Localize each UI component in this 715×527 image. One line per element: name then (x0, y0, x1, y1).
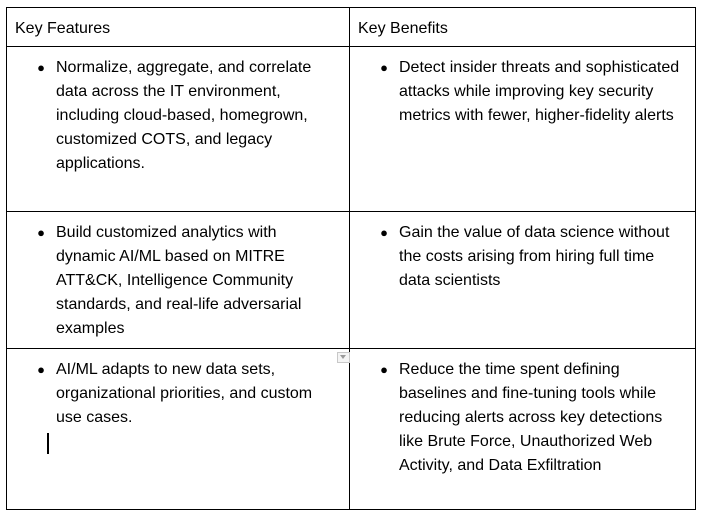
bullet-icon: ● (380, 225, 388, 240)
feature-cell[interactable] (7, 212, 350, 349)
features-benefits-table (6, 7, 696, 510)
feature-bullet-item (34, 221, 339, 341)
header-key-features[interactable]: Key Features (7, 8, 350, 47)
text-cursor (47, 433, 49, 454)
bullet-icon: ● (380, 60, 388, 75)
bullet-icon: ● (37, 60, 45, 75)
feature-text: AI/ML adapts to new data sets, organizational priorities, and custom use cases. (56, 361, 313, 426)
benefit-cell[interactable] (350, 212, 696, 349)
table-row (7, 47, 696, 212)
header-key-benefits[interactable]: Key Benefits (350, 8, 696, 47)
benefit-bullet-item (377, 221, 685, 293)
benefit-cell[interactable] (350, 349, 696, 510)
cell-dropdown-icon[interactable] (337, 352, 350, 363)
table-row (7, 349, 696, 510)
bullet-icon: ● (37, 225, 45, 240)
feature-text: Build customized analytics with dynamic AI/ML based on MITRE ATT&CK, Intelligence Community standards, and real-life adversarial examples (56, 224, 302, 337)
benefit-text: Detect insider threats and sophisticated attacks while improving key security metrics with fewer, higher-fidelity alerts (399, 59, 680, 124)
benefit-bullet-item (377, 358, 685, 478)
benefit-cell[interactable] (350, 47, 696, 212)
feature-text: Normalize, aggregate, and correlate data across the IT environment, including cloud-based, homegrown, customized COTS, and legacy applications. (56, 59, 312, 172)
feature-cell[interactable] (7, 47, 350, 212)
benefit-bullet-item (377, 56, 685, 128)
feature-cell[interactable] (7, 349, 350, 510)
table-row (7, 212, 696, 349)
bullet-icon: ● (37, 362, 45, 377)
feature-bullet-item (34, 56, 339, 176)
benefit-text: Gain the value of data science without the costs arising from hiring full time data scientists (399, 224, 670, 289)
table-header-row (7, 8, 696, 47)
benefit-text: Reduce the time spent defining baselines and fine-tuning tools while reducing alerts across key detections like Brute Force, Unauthorized Web Activity, and Data Exfiltration (399, 361, 663, 474)
feature-bullet-item (34, 358, 339, 430)
bullet-icon: ● (380, 362, 388, 377)
